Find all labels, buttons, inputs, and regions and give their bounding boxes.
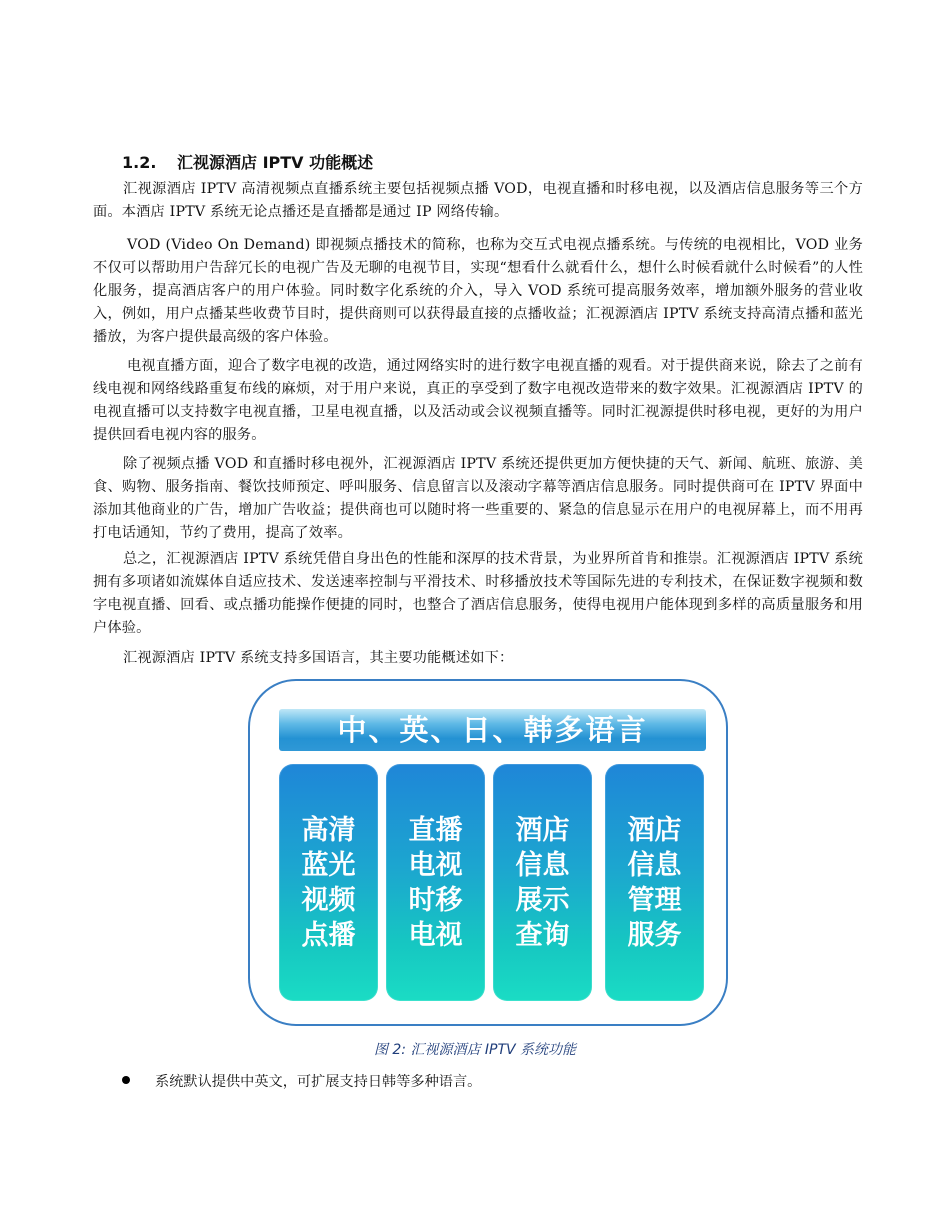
diagram-column-info-display: [493, 764, 592, 1001]
bullet-item: [122, 1071, 481, 1094]
section-heading: [122, 152, 373, 174]
paragraph-vod: VOD (Video On Demand) 即视频点播技术的简称，也称为交互式电视点播系统。与传统的电视相比，VOD 业务不仅可以帮助用户告辞冗长的电视广告及无聊的电视节目，实现“想看什么就看什么，想什么时候看就什么时候看”的人性化服务，提高酒店客户的用户体验。同时数字化系统的介入，导入 VOD 系统可提高服务效率，增加额外服务的营业收入，例如，用户点播某些收费节目时，提供商则可以获得最直接的点播收益；汇视源酒店 IPTV 系统支持高清点播和蓝光播放，为客户提供最高级的客户体验。: [93, 237, 863, 345]
section-number: 1.2.: [122, 153, 157, 172]
diagram-column-vod: [279, 764, 378, 1001]
column-label: 直播电视时移电视: [408, 814, 463, 951]
bullet-dot-icon: [122, 1076, 130, 1084]
diagram-banner: 中、英、日、韩多语言: [279, 709, 706, 751]
function-diagram: [248, 679, 728, 1026]
diagram-column-live: [386, 764, 485, 1001]
column-label: 酒店信息展示查询: [515, 814, 570, 951]
section-title: 汇视源酒店 IPTV 功能概述: [177, 153, 374, 172]
paragraph-features-intro: 汇视源酒店 IPTV 系统支持多国语言，其主要功能概述如下：: [123, 650, 514, 666]
paragraph-info-services: 除了视频点播 VOD 和直播时移电视外，汇视源酒店 IPTV 系统还提供更加方便快捷的天气、新闻、航班、旅游、美食、购物、服务指南、餐饮技师预定、呼叫服务、信息留言以及滚动字幕等酒店信息服务。同时提供商可在 IPTV 界面中添加其他商业的广告，增加广告收益；提供商也可以随时将一些重要的、紧急的信息显示在用户的电视屏幕上，而不用再打电话通知，节约了费用，提高了效率。: [93, 456, 863, 541]
paragraph-live-tv: 电视直播方面，迎合了数字电视的改造，通过网络实时的进行数字电视直播的观看。对于提供商来说，除去了之前有线电视和网络线路重复布线的麻烦，对于用户来说，真正的享受到了数字电视改造带来的数字效果。汇视源酒店 IPTV 的电视直播可以支持数字电视直播，卫星电视直播，以及活动或会议视频直播等。同时汇视源提供时移电视，更好的为用户提供回看电视内容的服务。: [93, 358, 863, 443]
column-label: 高清蓝光视频点播: [301, 814, 356, 951]
bullet-text: 系统默认提供中英文，可扩展支持日韩等多种语言。: [155, 1074, 482, 1090]
figure-caption: 图 2: 汇视源酒店 IPTV 系统功能: [373, 1042, 577, 1058]
paragraph-overview: 汇视源酒店 IPTV 高清视频点直播系统主要包括视频点播 VOD，电视直播和时移电视，以及酒店信息服务等三个方面。本酒店 IPTV 系统无论点播还是直播都是通过 IP 网络传输。: [93, 181, 863, 220]
diagram-column-info-management: [605, 764, 704, 1001]
paragraph-summary: 总之，汇视源酒店 IPTV 系统凭借自身出色的性能和深厚的技术背景，为业界所首肯和推崇。汇视源酒店 IPTV 系统拥有多项诸如流媒体自适应技术、发送速率控制与平滑技术、时移播放技术等国际先进的专利技术，在保证数字视频和数字电视直播、回看、或点播功能操作便捷的同时，也整合了酒店信息服务，使得电视用户能体现到多样的高质量服务和用户体验。: [93, 551, 863, 636]
column-label: 酒店信息管理服务: [627, 814, 682, 951]
